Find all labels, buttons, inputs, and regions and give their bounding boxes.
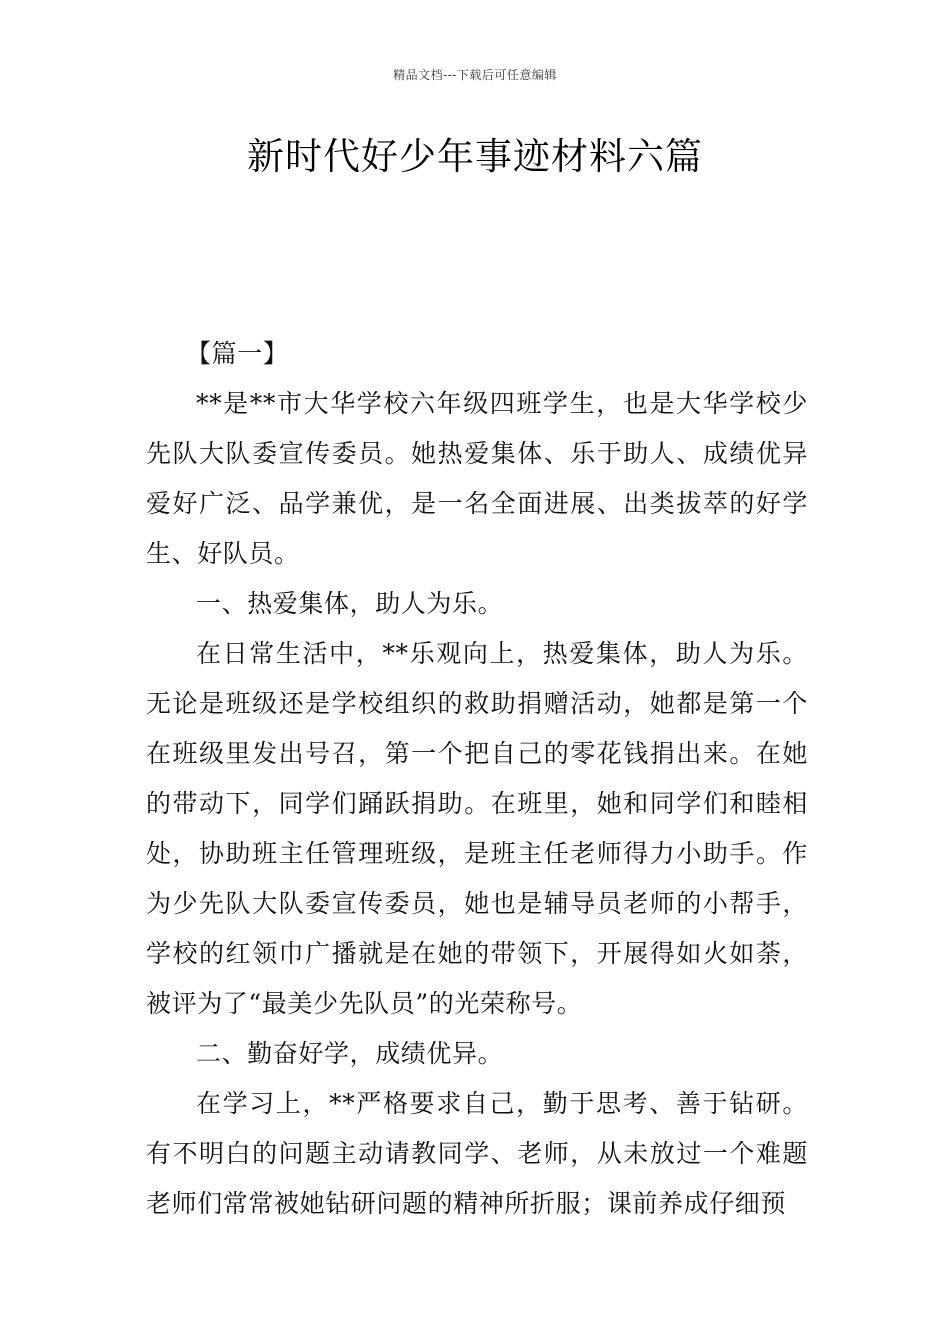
- section-mark: 【篇一】: [186, 339, 289, 368]
- document-body: [146, 329, 808, 1229]
- section-heading-1: 一、热爱集体，助人为乐。: [196, 589, 504, 618]
- paragraph-intro: **是**市大华学校六年级四班学生，也是大华学校少先队大队委宣传委员。她热爱集体、乐于助人、成绩优异爱好广泛、品学兼优，是一名全面进展、出类拔萃的好学生、好队员。: [146, 389, 808, 568]
- header-note: 精品文档---下载后可任意编辑: [393, 68, 557, 82]
- paragraph-collective: 在日常生活中，**乐观向上，热爱集体，助人为乐。无论是班级还是学校组织的救助捐赠活动，她都是第一个在班级里发出号召，第一个把自己的零花钱捐出来。在她的带动下，同学们踊跃捐助。在班里，她和同学们和睦相处，协助班主任管理班级，是班主任老师得力小助手。作为少先队大队委宣传委员，她也是辅导员老师的小帮手，学校的红领巾广播就是在她的带领下，开展得如火如荼，被评为了“最美少先队员”的光荣称号。: [146, 639, 808, 1018]
- section-heading-2: 二、勤奋好学，成绩优异。: [196, 1039, 504, 1068]
- paragraph-study: 在学习上，**严格要求自己，勤于思考、善于钻研。有不明白的问题主动请教同学、老师，从未放过一个难题老师们常常被她钻研问题的精神所折服；课前养成仔细预: [146, 1089, 808, 1218]
- document-title: 新时代好少年事迹材料六篇: [247, 135, 703, 178]
